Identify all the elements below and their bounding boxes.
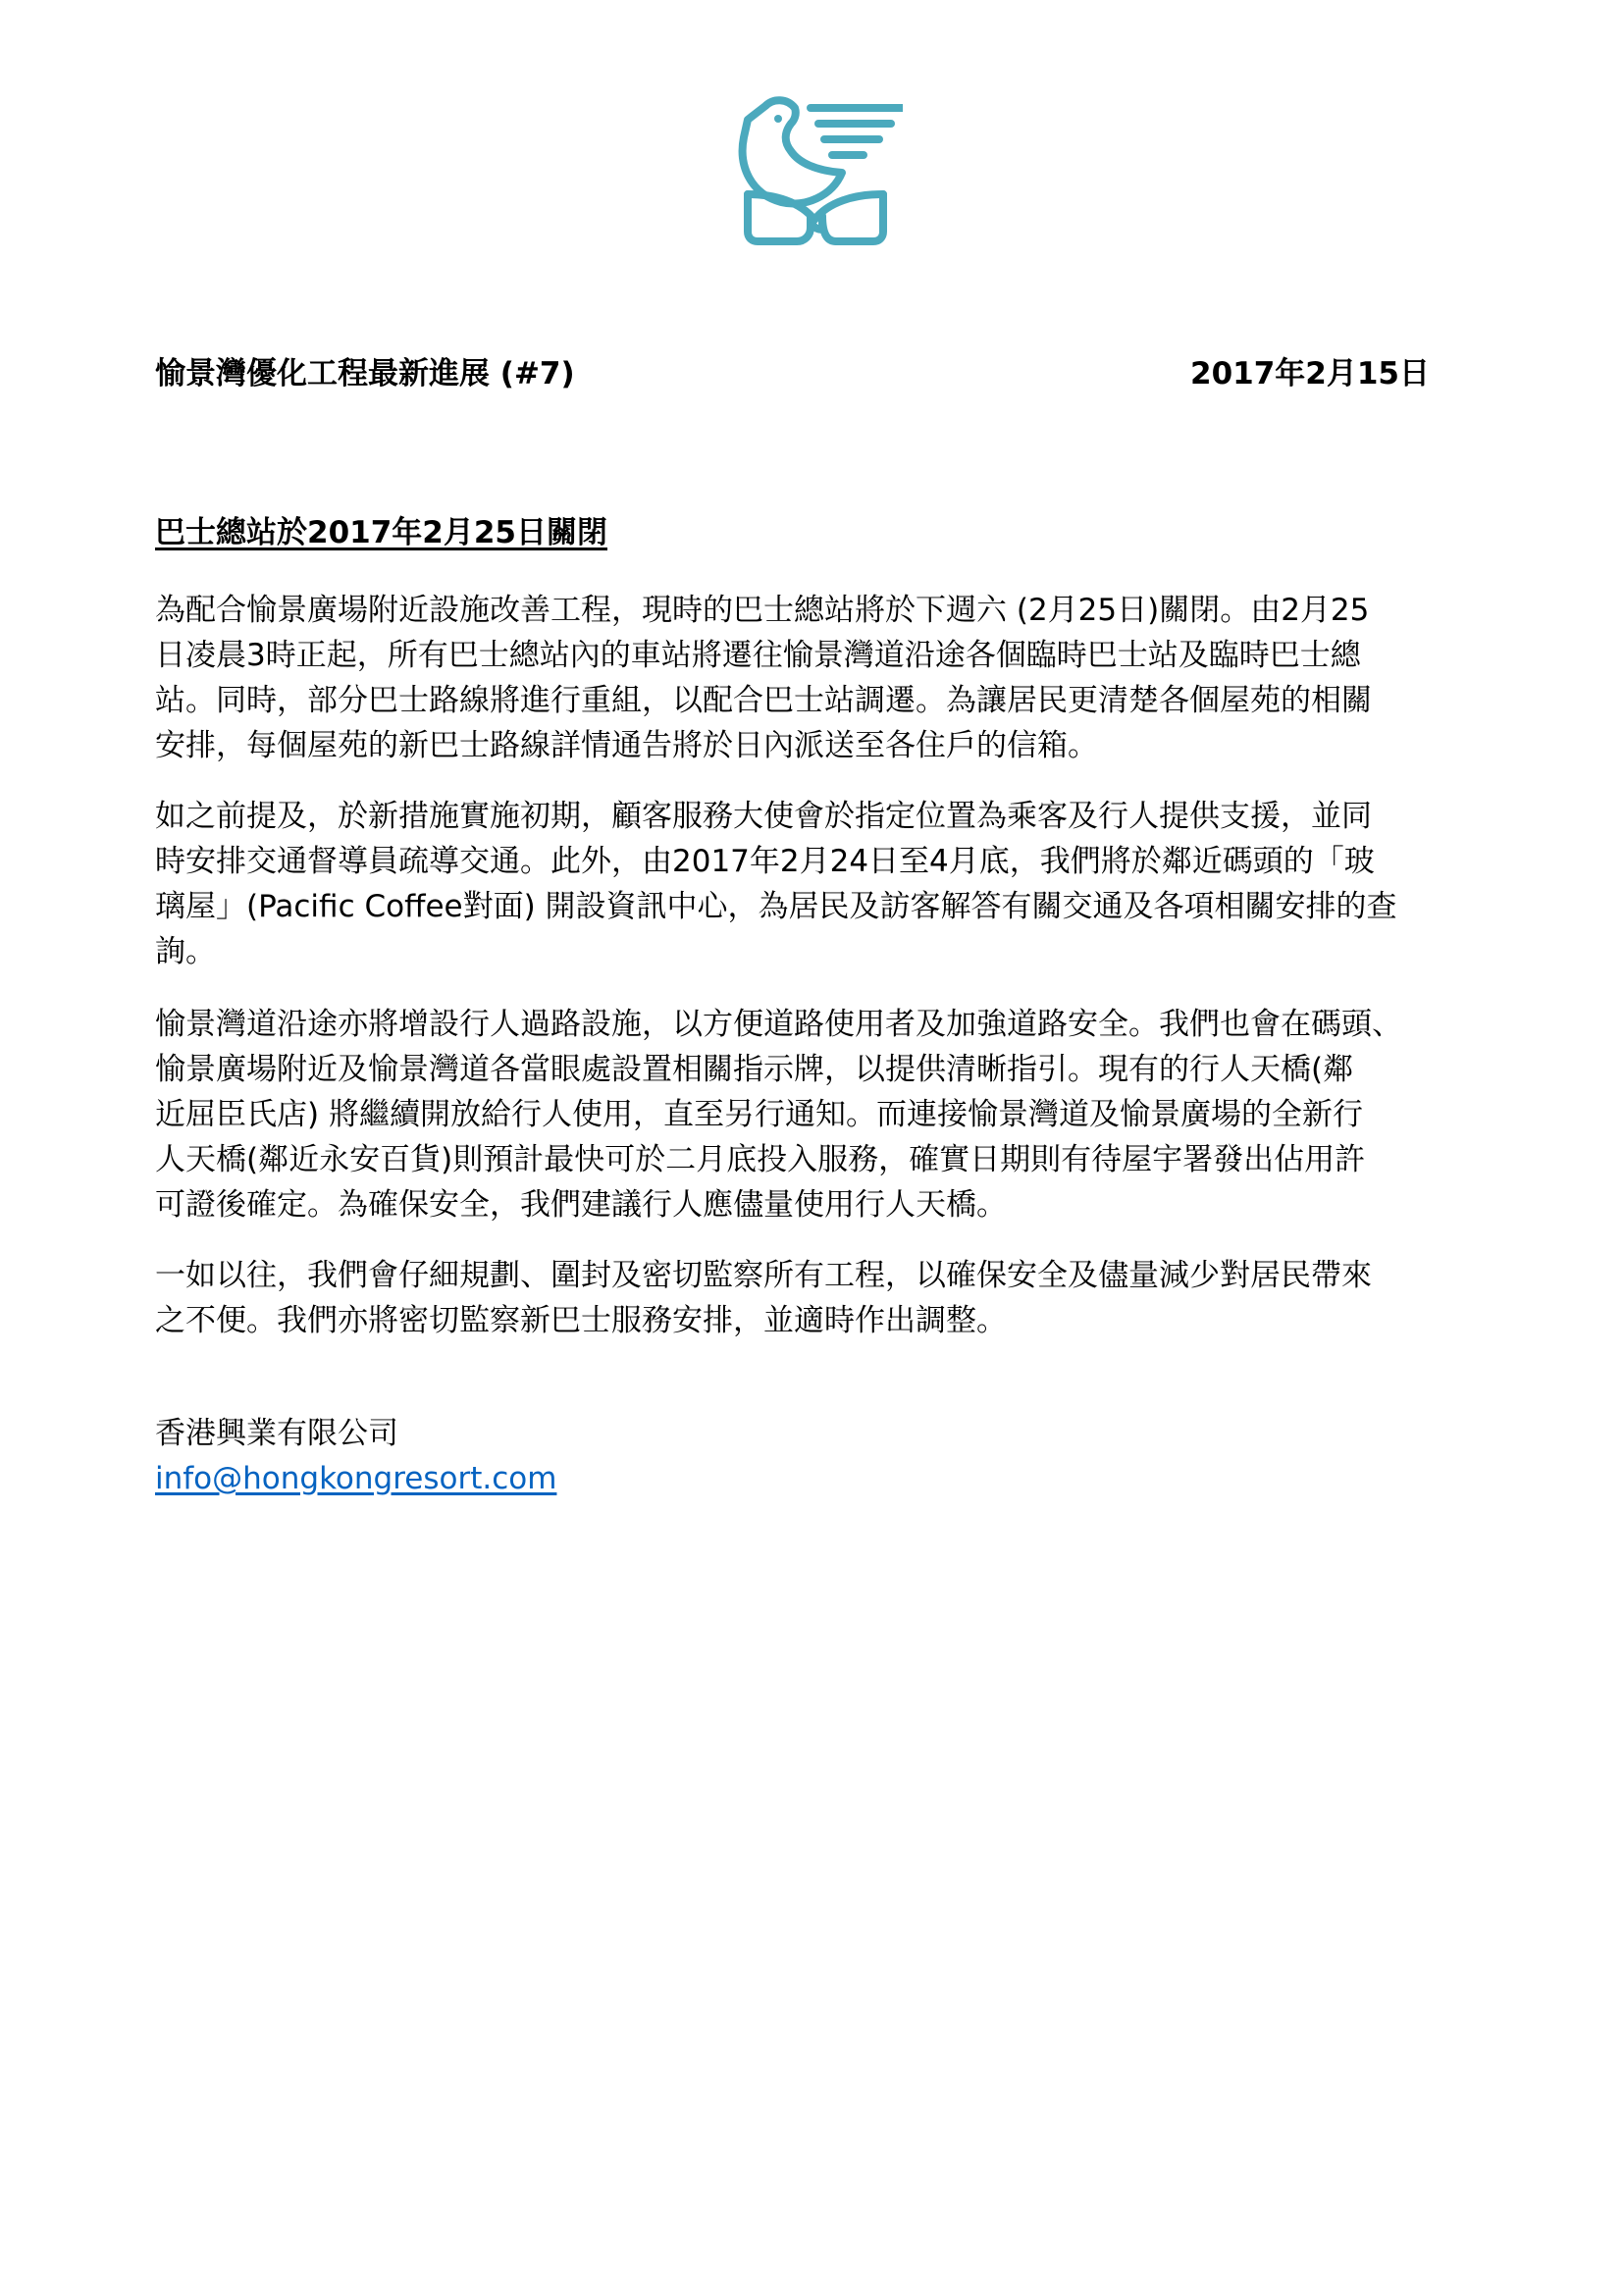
paragraph-line: 站。同時，部分巴士路線將進行重組，以配合巴士站調遷。為讓居民更清楚各個屋苑的相關 (155, 683, 1372, 718)
email-link[interactable]: info@hongkongresort.com (155, 1461, 557, 1496)
paragraph-line: 一如以往，我們會仔細規劃、圍封及密切監察所有工程，以確保安全及儘量減少對居民帶來 (155, 1258, 1372, 1293)
paragraph-line: 人天橋(鄰近永安百貨)則預計最快可於二月底投入服務，確實日期則有待屋宇署發出佔用許 (155, 1142, 1366, 1177)
document-title: 愉景灣優化工程最新進展 (#7) (155, 356, 575, 391)
paragraph-line: 之不便。我們亦將密切監察新巴士服務安排，並適時作出調整。 (155, 1303, 1007, 1338)
paragraph (155, 1002, 1402, 1227)
bird-on-book-logo-icon (726, 69, 903, 245)
paragraph-line: 近屈臣氏店) 將繼續開放給行人使用，直至另行通知。而連接愉景灣道及愉景廣場的全新行 (155, 1097, 1363, 1132)
company-name: 香港興業有限公司 (155, 1416, 398, 1451)
paragraph-line: 日凌晨3時正起，所有巴士總站內的車站將遷往愉景灣道沿途各個臨時巴士站及臨時巴士總 (155, 638, 1361, 673)
paragraph-line: 可證後確定。為確保安全，我們建議行人應儘量使用行人天橋。 (155, 1187, 1007, 1223)
paragraph-line: 詢。 (155, 934, 216, 969)
signature-block (155, 1411, 556, 1501)
paragraph-line: 為配合愉景廣場附近設施改善工程，現時的巴士總站將於下週六 (2月25日)關閉。由2月25 (155, 593, 1370, 628)
document-date: 2017年2月15日 (1190, 356, 1430, 391)
paragraph (155, 588, 1372, 768)
paragraph-line: 如之前提及，於新措施實施初期，顧客服務大使會於指定位置為乘客及行人提供支援，並同 (155, 799, 1372, 834)
paragraph-line: 安排，每個屋苑的新巴士路線詳情通告將於日內派送至各住戶的信箱。 (155, 728, 1098, 763)
paragraph-line: 愉景灣道沿途亦將增設行人過路設施，以方便道路使用者及加強道路安全。我們也會在碼頭、 (155, 1007, 1402, 1042)
paragraph (155, 1253, 1372, 1343)
notice-subject: 巴士總站於2017年2月25日關閉 (155, 515, 607, 550)
company-logo (726, 69, 903, 245)
paragraph-line: 璃屋」(Pacific Coffee對面) 開設資訊中心，為居民及訪客解答有關交通及各項相關安排的查 (155, 889, 1397, 924)
paragraph-line: 時安排交通督導員疏導交通。此外，由2017年2月24日至4月底，我們將於鄰近碼頭的「玻 (155, 844, 1375, 879)
paragraph (155, 794, 1397, 974)
paragraph-line: 愉景廣場附近及愉景灣道各當眼處設置相關指示牌，以提供清晰指引。現有的行人天橋(鄰 (155, 1052, 1354, 1087)
